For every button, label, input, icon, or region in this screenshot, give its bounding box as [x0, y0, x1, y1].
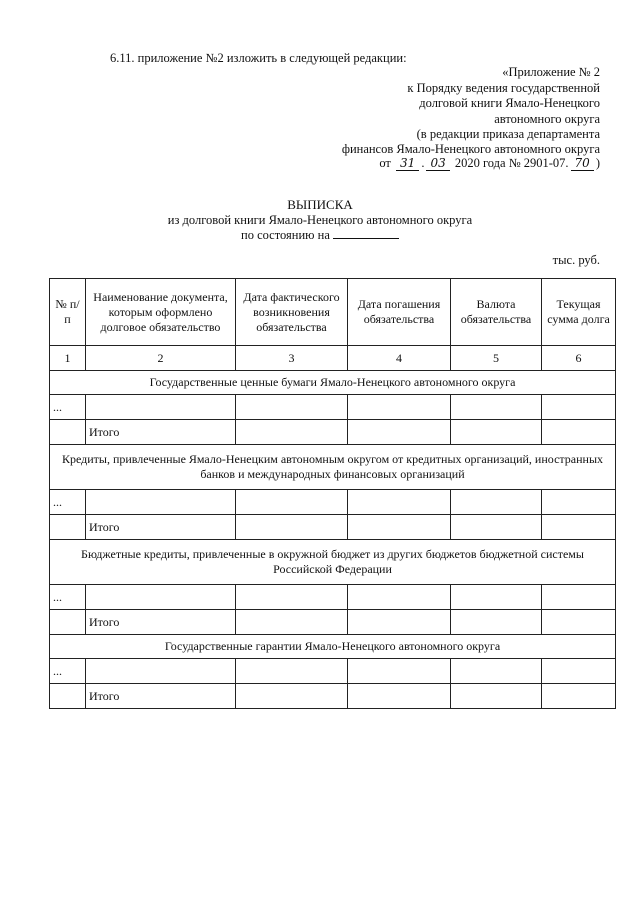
row-marker: ...: [50, 395, 86, 420]
table-cell: [542, 420, 616, 445]
table-cell: [236, 490, 348, 515]
table-row: [50, 395, 616, 420]
column-number: 2: [86, 346, 236, 371]
column-number: 6: [542, 346, 616, 371]
column-number: 1: [50, 346, 86, 371]
table-cell: [451, 684, 542, 709]
header-current-amount: Текущая сумма долга: [542, 279, 616, 346]
section-title-guarantees: Государственные гарантии Ямало-Ненецкого автономного округа: [50, 635, 616, 659]
date-suffix: ): [595, 156, 600, 170]
table-cell: [236, 515, 348, 540]
row-marker: ...: [50, 585, 86, 610]
state-prefix: по состоянию на: [241, 228, 330, 242]
total-label: Итого: [86, 420, 236, 445]
table-cell: [236, 684, 348, 709]
table-cell: [236, 420, 348, 445]
header-repayment-date: Дата погашения обязательства: [348, 279, 451, 346]
total-label: Итого: [86, 684, 236, 709]
table-cell: [50, 420, 86, 445]
total-label: Итого: [86, 515, 236, 540]
table-cell: [451, 395, 542, 420]
appendix-line-1: «Приложение № 2: [502, 65, 600, 79]
table-cell: [236, 659, 348, 684]
handwritten-order-number: 70: [571, 156, 594, 171]
column-number: 4: [348, 346, 451, 371]
section-title-credits: Кредиты, привлеченные Ямало-Ненецким автономным округом от кредитных организаций, иностранных банков и международных финансовых организаций: [50, 445, 616, 490]
appendix-line-6: финансов Ямало-Ненецкого автономного округа: [341, 142, 600, 156]
debt-book-table: [49, 278, 616, 709]
row-marker: ...: [50, 490, 86, 515]
table-cell: [348, 420, 451, 445]
table-cell: [451, 420, 542, 445]
handwritten-month: 03: [426, 156, 449, 171]
table-cell: [236, 610, 348, 635]
table-cell: [348, 515, 451, 540]
table-cell: [451, 585, 542, 610]
table-cell: [50, 684, 86, 709]
column-number: 3: [236, 346, 348, 371]
table-header-row: [50, 279, 616, 346]
table-cell: [542, 515, 616, 540]
document-subtitle: из долговой книги Ямало-Ненецкого автономного округа: [167, 213, 473, 227]
total-row: [50, 515, 616, 540]
appendix-line-3: долговой книги Ямало-Ненецкого: [419, 96, 600, 110]
date-prefix: от: [379, 156, 391, 170]
total-label: Итого: [86, 610, 236, 635]
table-row: [50, 585, 616, 610]
table-cell: [348, 610, 451, 635]
table-cell: [348, 659, 451, 684]
table-cell: [236, 585, 348, 610]
table-cell: [348, 684, 451, 709]
table-cell: [542, 585, 616, 610]
appendix-line-4: автономного округа: [494, 112, 600, 126]
appendix-date-line: от 31 . 03 2020 года № 2901-07. 70 ): [379, 156, 600, 170]
table-cell: [348, 585, 451, 610]
table-cell: [348, 395, 451, 420]
table-cell: [542, 610, 616, 635]
table-cell: [348, 490, 451, 515]
intro-text: 6.11. приложение №2 изложить в следующей редакции:: [110, 51, 407, 65]
state-date-blank: [333, 227, 399, 239]
table-cell: [236, 395, 348, 420]
table-row: [50, 490, 616, 515]
table-cell: [451, 515, 542, 540]
state-date-line: [0, 227, 640, 243]
column-number: 5: [451, 346, 542, 371]
table-cell: [86, 490, 236, 515]
table-row: [50, 659, 616, 684]
table-cell: [451, 490, 542, 515]
table-cell: [50, 610, 86, 635]
total-row: [50, 610, 616, 635]
appendix-line-2: к Порядку ведения государственной: [407, 81, 600, 95]
units-label: тыс. руб.: [552, 253, 600, 267]
section-title-securities: Государственные ценные бумаги Ямало-Ненецкого автономного округа: [50, 371, 616, 395]
section-title-budget-credits: Бюджетные кредиты, привлеченные в окружной бюджет из других бюджетов бюджетной системы Российской Федерации: [50, 540, 616, 585]
header-origin-date: Дата фактического возникновения обязательства: [236, 279, 348, 346]
header-number: № п/п: [50, 279, 86, 346]
table-cell: [542, 659, 616, 684]
row-marker: ...: [50, 659, 86, 684]
appendix-line-5: (в редакции приказа департамента: [416, 127, 600, 141]
table-cell: [451, 659, 542, 684]
table-cell: [86, 659, 236, 684]
table-cell: [542, 490, 616, 515]
header-currency: Валюта обязательства: [451, 279, 542, 346]
header-document: Наименование документа, которым оформлено долговое обязательство: [86, 279, 236, 346]
table-cell: [86, 585, 236, 610]
table-cell: [86, 395, 236, 420]
table-cell: [451, 610, 542, 635]
date-year-text: 2020 года № 2901-07.: [454, 156, 569, 170]
total-row: [50, 420, 616, 445]
column-number-row: [50, 346, 616, 371]
table-cell: [542, 684, 616, 709]
total-row: [50, 684, 616, 709]
document-title: ВЫПИСКА: [287, 197, 353, 212]
table-cell: [542, 395, 616, 420]
handwritten-day: 31: [396, 156, 419, 171]
table-cell: [50, 515, 86, 540]
